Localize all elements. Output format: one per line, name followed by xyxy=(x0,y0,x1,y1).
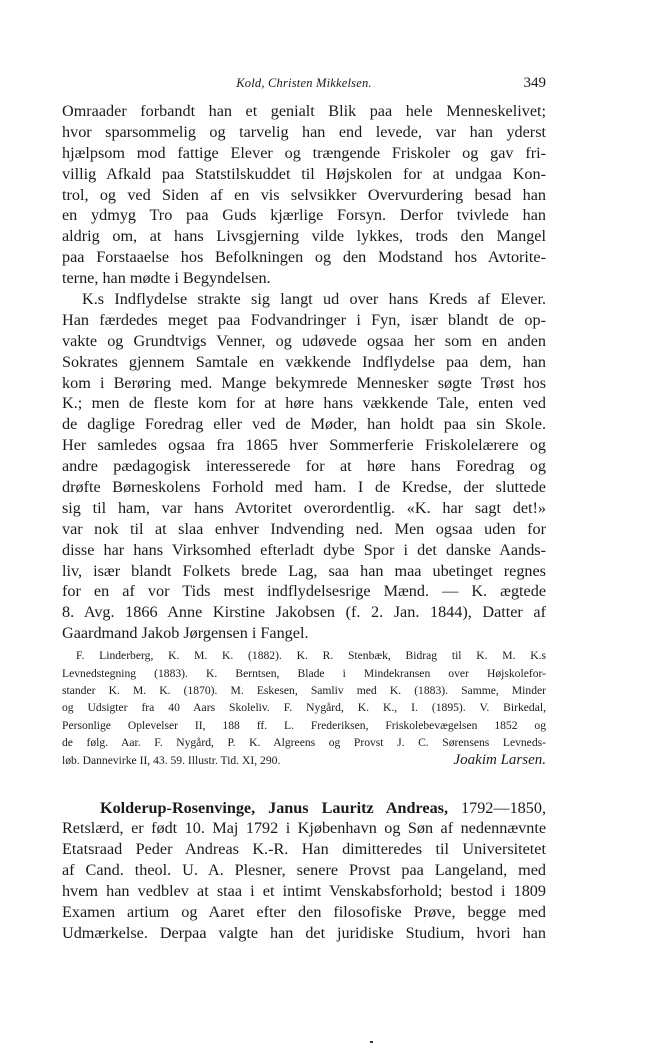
text-line: Omraader forbandt han et genialt Blik paa hele Menneskelivet; xyxy=(62,102,546,120)
text-line: en ydmyg Tro paa Guds kjærlige Forsyn. Derfor tvivlede han xyxy=(62,206,546,225)
dictionary-entry xyxy=(62,798,546,944)
reference-line: Personlige Oplevelser II, 188 ff. L. Frederiksen, Friskolebevægelsen 1852 og xyxy=(62,718,546,732)
text-line: Her samledes ogsaa fra 1865 hver Sommerferie Friskolelærere og xyxy=(62,436,546,455)
text-line: 8. Avg. 1866 Anne Kirstine Jakobsen (f. 2. Jan. 1844), Datter af xyxy=(62,603,546,622)
page-number: 349 xyxy=(523,75,546,91)
text-line: villig Afkald paa Statstilskuddet til Højskolen for at undgaa Kon- xyxy=(62,164,546,183)
entry-dates: 1792—1850, xyxy=(448,798,547,817)
text-line: Examen artium og Aaret efter den filosofiske Prøve, begge med xyxy=(62,902,546,921)
body-text xyxy=(62,101,546,944)
text-line: de daglige Foredrag eller ved de Møder, han holdt paa sin Skole. xyxy=(62,415,546,434)
text-line: Sokrates gjennem Samtale en vækkende Indflydelse paa dem, han xyxy=(62,352,546,371)
text-line: Han færdedes meget paa Fodvandringer i Fyn, især blandt de op- xyxy=(62,310,546,329)
text-line: Retslærd, er født 10. Maj 1792 i Kjøbenhavn og Søn af nedennævnte xyxy=(62,819,546,838)
text-line: trol, og ved Siden af en vis selvsikker Overvurdering besad han xyxy=(62,185,546,204)
reference-line: og Udsigter fra 40 Aars Skoleliv. F. Nygård, K. K., I. (1895). V. Birkedal, xyxy=(62,701,546,715)
text-line: hjælpsom mod fattige Elever og trængende Friskoler og gav fri- xyxy=(62,143,546,162)
entry-first-line xyxy=(62,798,546,819)
text-line: Udmærkelse. Derpaa valgte han det juridiske Studium, hvori han xyxy=(62,923,546,942)
text-line: drøfte Børneskolens Forhold med ham. I de Kredse, der sluttede xyxy=(62,478,546,497)
reference-line: de følg. Aar. F. Nygård, P. K. Algreens og Provst J. C. Sørensens Levneds- xyxy=(62,736,546,750)
entry-headword: Kolderup-Rosenvinge, Janus Lauritz Andreas, xyxy=(100,798,449,817)
reference-line: F. Linderberg, K. M. K. (1882). K. R. Stenbæk, Bidrag til K. M. K.s xyxy=(76,649,546,663)
running-head: Kold, Christen Mikkelsen. xyxy=(236,76,372,90)
text-line: Etatsraad Peder Andreas K.-R. Han dimitteredes til Universitetet xyxy=(62,840,546,859)
text-line: aldrig om, at hans Livsgjerning vilde lykkes, trods den Mangel xyxy=(62,227,546,246)
text-line: terne, han mødte i Begyndelsen. xyxy=(62,269,271,288)
print-mark xyxy=(370,1041,373,1043)
page-header xyxy=(62,76,546,98)
paragraph-2 xyxy=(62,289,546,644)
text-line: hvor sparsommelig og tarvelig han end levede, var han yderst xyxy=(62,122,546,141)
paragraph-1 xyxy=(62,101,546,289)
text-line: disse har hans Virksomhed efterladt dybe Spor i det danske Aands- xyxy=(62,540,546,559)
references xyxy=(62,647,546,769)
text-line: af Cand. theol. U. A. Plesner, senere Provst paa Langeland, med xyxy=(62,861,546,880)
text-line: K.; men de fleste kom for at høre hans vækkende Tale, enten ved xyxy=(62,394,546,413)
text-line: vakte og Grundtvigs Venner, og udøvede ogsaa her som en anden xyxy=(62,331,546,350)
text-line: kom i Berøring med. Mange bekymrede Mennesker søgte Trøst hos xyxy=(62,373,546,392)
text-line: liv, især blandt Folkets brede Lag, saa han maa ubetinget regnes xyxy=(62,561,546,580)
reference-line: løb. Dannevirke II, 43. 59. Illustr. Tid. XI, 290. xyxy=(62,753,281,767)
reference-line: Levnedstegning (1883). K. Berntsen, Blade i Mindekransen over Højskolefor- xyxy=(62,666,546,680)
text-line: var nok til at slaa enhver Indvending ned. Men ogsaa uden for xyxy=(62,519,546,538)
text-line: Gaardmand Jakob Jørgensen i Fangel. xyxy=(62,624,309,643)
text-line: sig til ham, var hans Avtoritet overordentlig. «K. har sagt det!» xyxy=(62,498,546,517)
text-line: andre pædagogisk interesserede for at høre hans Foredrag og xyxy=(62,457,546,476)
author-signature: Joakim Larsen. xyxy=(453,751,546,768)
text-line: for en af vor Tids mest indflydelsesrige Mænd. — K. ægtede xyxy=(62,582,546,601)
text-line: K.s Indflydelse strakte sig langt ud over hans Kreds af Elever. xyxy=(82,290,546,309)
text-line: paa Forstaaelse hos Befolkningen og den Modstand hos Avtorite- xyxy=(62,248,546,267)
reference-line: stander K. M. K. (1870). M. Eskesen, Samliv med K. (1883). Samme, Minder xyxy=(62,683,546,697)
text-line: hvem han vedblev at staa i et intimt Venskabsforhold; bestod i 1809 xyxy=(62,882,546,901)
reference-last-line xyxy=(62,752,546,770)
